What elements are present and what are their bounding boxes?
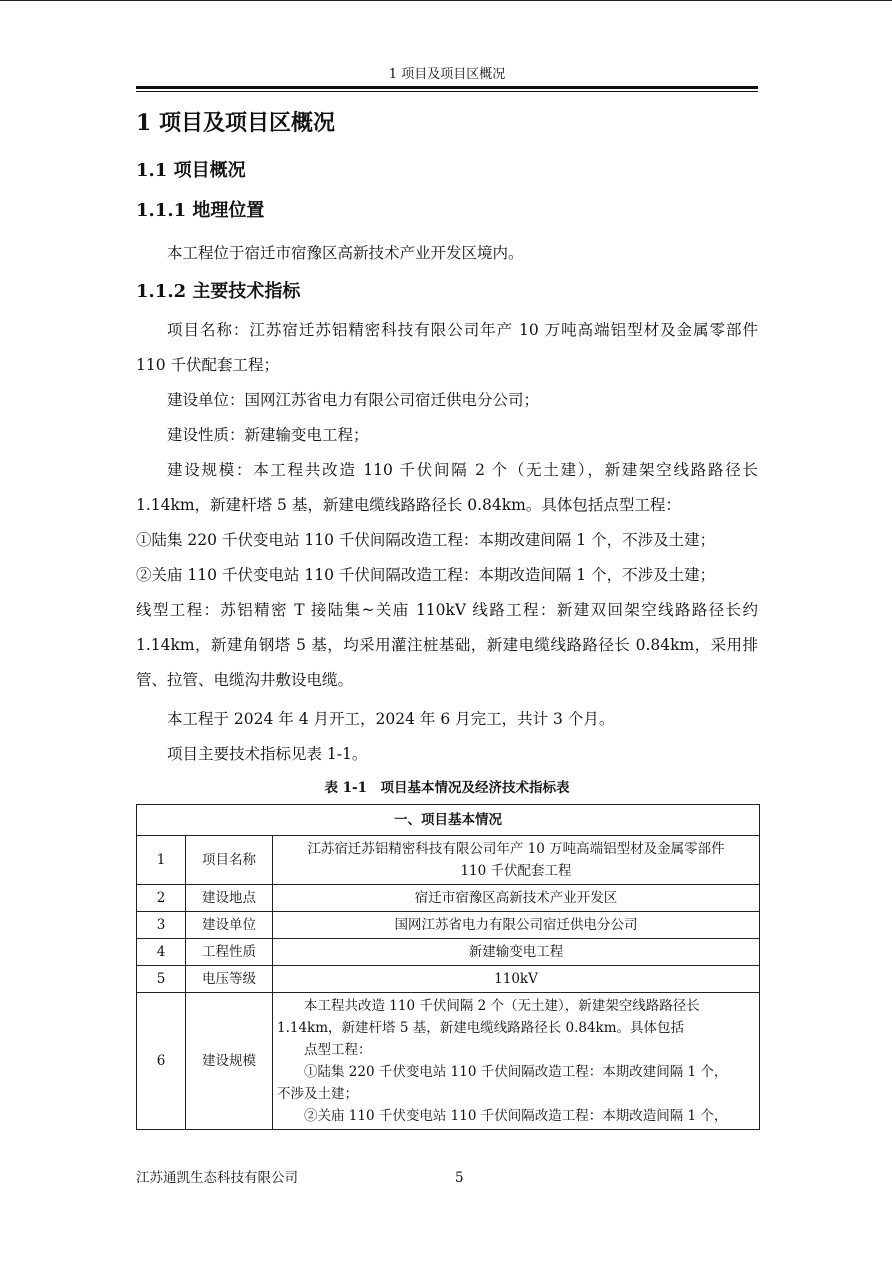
row-number: 3 [137,912,186,939]
section-title: 1.1 项目概况 [136,160,246,181]
paragraph-schedule: 本工程于 2024 年 4 月开工，2024 年 6 月完工，共计 3 个月。 [167,710,615,728]
running-header: 1 项目及项目区概况 [388,67,506,82]
row-label: 建设地点 [186,885,273,912]
row-number: 5 [137,966,186,993]
subsection-title-location: 1.1.1 地理位置 [136,200,265,221]
row-number: 6 [137,993,186,1130]
project-info-table [136,804,760,1130]
row-number: 2 [137,885,186,912]
table-row [137,939,760,966]
page-content [136,104,758,1130]
row-value-line: 110 千伏配套工程 [460,863,572,879]
table-row [137,966,760,993]
paragraph-nature: 建设性质：新建输变电工程； [167,426,369,444]
row-label: 建设单位 [186,912,273,939]
table-row [137,885,760,912]
footer-company: 江苏通凯生态科技有限公司 [136,1170,298,1186]
table-section-row [137,805,760,836]
row-number: 1 [137,836,186,885]
paragraph-scale-line: 线型工程：苏铝精密 T 接陆集~关庙 110kV 线路工程：新建双回架空线路路径长约 1.14km，新建角钢塔 5 基，均采用灌注桩基础，新建电缆线路路径长 0.84km，采用排管、拉管、电缆沟井敷设电缆。 [136,601,758,689]
table-row [137,836,760,885]
row-value: 110kV [273,966,760,993]
page-number: 5 [455,1170,464,1186]
row-value-line: 江苏宿迁苏铝精密科技有限公司年产 10 万吨高端铝型材及金属零部件 [307,841,725,857]
paragraph-scale-item-2: ②关庙 110 千伏变电站 110 千伏间隔改造工程：本期改造间隔 1 个，不涉及土建； [136,566,716,584]
page-top-border [0,0,892,1]
table-section-title: 一、项目基本情况 [137,805,760,836]
row-value-line: 不涉及土建； [277,1086,358,1102]
subsection-title-indicators: 1.1.2 主要技术指标 [136,281,301,302]
row-label: 建设规模 [186,993,273,1130]
paragraph-builder: 建设单位：国网江苏省电力有限公司宿迁供电分公司； [167,391,540,409]
table-row [137,912,760,939]
header-rule-thin [136,91,758,92]
paragraph-project-name: 项目名称：江苏宿迁苏铝精密科技有限公司年产 10 万吨高端铝型材及金属零部件 110 千伏配套工程； [136,321,758,374]
chapter-title: 1 项目及项目区概况 [136,110,335,136]
row-value-line: 点型工程： [304,1042,372,1058]
row-value-line: 1.14km，新建杆塔 5 基，新建电缆线路路径长 0.84km。具体包括 [277,1020,685,1036]
row-label: 电压等级 [186,966,273,993]
row-value: 宿迁市宿豫区高新技术产业开发区 [273,885,760,912]
row-number: 4 [137,939,186,966]
row-value: 国网江苏省电力有限公司宿迁供电分公司 [273,912,760,939]
paragraph-scale-item-1: ①陆集 220 千伏变电站 110 千伏间隔改造工程：本期改建间隔 1 个，不涉及土建； [136,531,716,549]
row-value-line: ②关庙 110 千伏变电站 110 千伏间隔改造工程：本期改造间隔 1 个， [304,1108,728,1124]
row-value [273,836,760,885]
row-value-line: ①陆集 220 千伏变电站 110 千伏间隔改造工程：本期改建间隔 1 个， [304,1064,728,1080]
paragraph-scale-intro: 建设规模：本工程共改造 110 千伏间隔 2 个（无土建），新建架空线路路径长 1.14km，新建杆塔 5 基，新建电缆线路路径长 0.84km。具体包括点型工程： [136,461,758,514]
row-label: 项目名称 [186,836,273,885]
paragraph-table-reference: 项目主要技术指标见表 1-1。 [167,745,368,763]
row-value: 新建输变电工程 [273,939,760,966]
table-caption: 表 1-1 项目基本情况及经济技术指标表 [324,780,570,796]
table-row [137,993,760,1130]
row-value-line: 本工程共改造 110 千伏间隔 2 个（无土建），新建架空线路路径长 [304,998,700,1014]
row-label: 工程性质 [186,939,273,966]
header-rule-thick [136,86,758,89]
row-value [273,993,760,1130]
paragraph-location: 本工程位于宿迁市宿豫区高新技术产业开发区境内。 [167,244,524,262]
